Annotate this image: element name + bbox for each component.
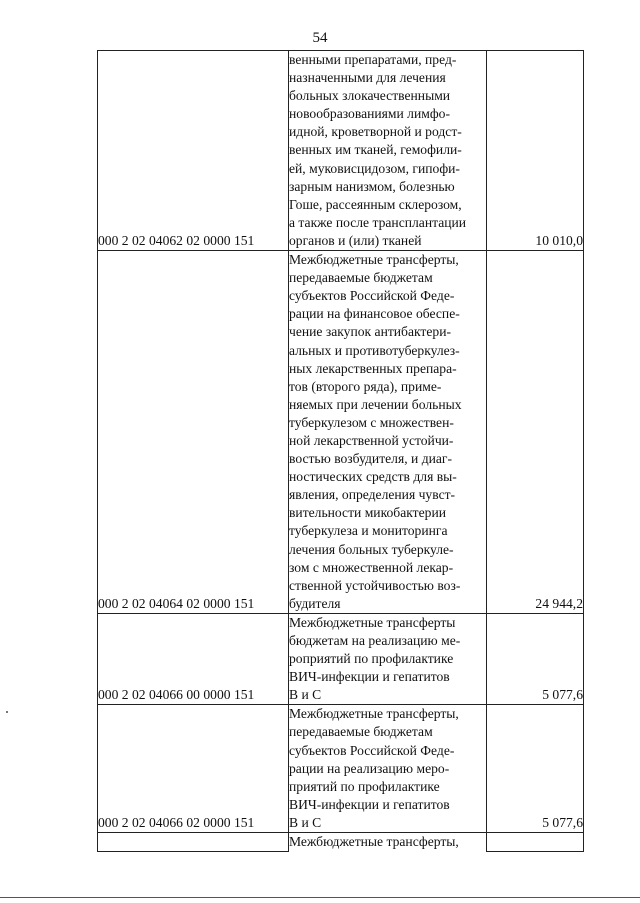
table-row — [98, 613, 584, 704]
amount-cell: 5 077,6 — [487, 613, 584, 704]
description-cell: Межбюджетные трансферты, — [289, 833, 487, 852]
description-cell: венными препаратами, пред- назначенными для лечения больных злокачественными новообразованиями лимфо- идной, кроветворной и родст- венных им тканей, гемофили- ей, муковисцидозом, гипофи- зарным нанизмом, болезнью Гоше, рассеянным склерозом, а также после трансплантации органов и (или) тканей — [289, 51, 487, 251]
description-cell: Межбюджетные трансферты, передаваемые бюджетам субъектов Российской Феде- рации на финансовое обеспе- чение закупок антибактери- альных и противотуберкулез- ных лекарственных препара- тов (второго ряда), приме- няемых при лечении больных туберкулезом с множествен- ной лекарственной устойчи- востью возбудителя, и диаг- ностических средств для вы- явления, определения чувст- вительности микобактерии туберкулеза и мониторинга лечения больных туберкуле- зом с множественной лекар- ственной устойчивостью воз- будителя — [289, 251, 487, 614]
amount-cell: 5 077,6 — [487, 705, 584, 833]
budget-table — [97, 50, 584, 852]
page-number: 54 — [312, 30, 328, 46]
budget-code-cell — [98, 833, 289, 852]
amount-cell: 10 010,0 — [487, 51, 584, 251]
scan-bottom-edge — [0, 897, 640, 898]
amount-cell — [487, 833, 584, 852]
amount-cell: 24 944,2 — [487, 251, 584, 614]
budget-code-cell: 000 2 02 04062 02 0000 151 — [98, 51, 289, 251]
description-cell: Межбюджетные трансферты, передаваемые бюджетам субъектов Российской Феде- рации на реализацию меро- приятий по профилактике ВИЧ-инфекции и гепатитов В и С — [289, 705, 487, 833]
table-row — [98, 251, 584, 614]
table-row — [98, 833, 584, 852]
scan-speck — [6, 711, 8, 713]
budget-code-cell: 000 2 02 04064 02 0000 151 — [98, 251, 289, 614]
budget-code-cell: 000 2 02 04066 00 0000 151 — [98, 613, 289, 704]
table-row — [98, 705, 584, 833]
budget-code-cell: 000 2 02 04066 02 0000 151 — [98, 705, 289, 833]
table-row — [98, 51, 584, 251]
description-cell: Межбюджетные трансферты бюджетам на реализацию ме- роприятий по профилактике ВИЧ-инфекции и гепатитов В и С — [289, 613, 487, 704]
